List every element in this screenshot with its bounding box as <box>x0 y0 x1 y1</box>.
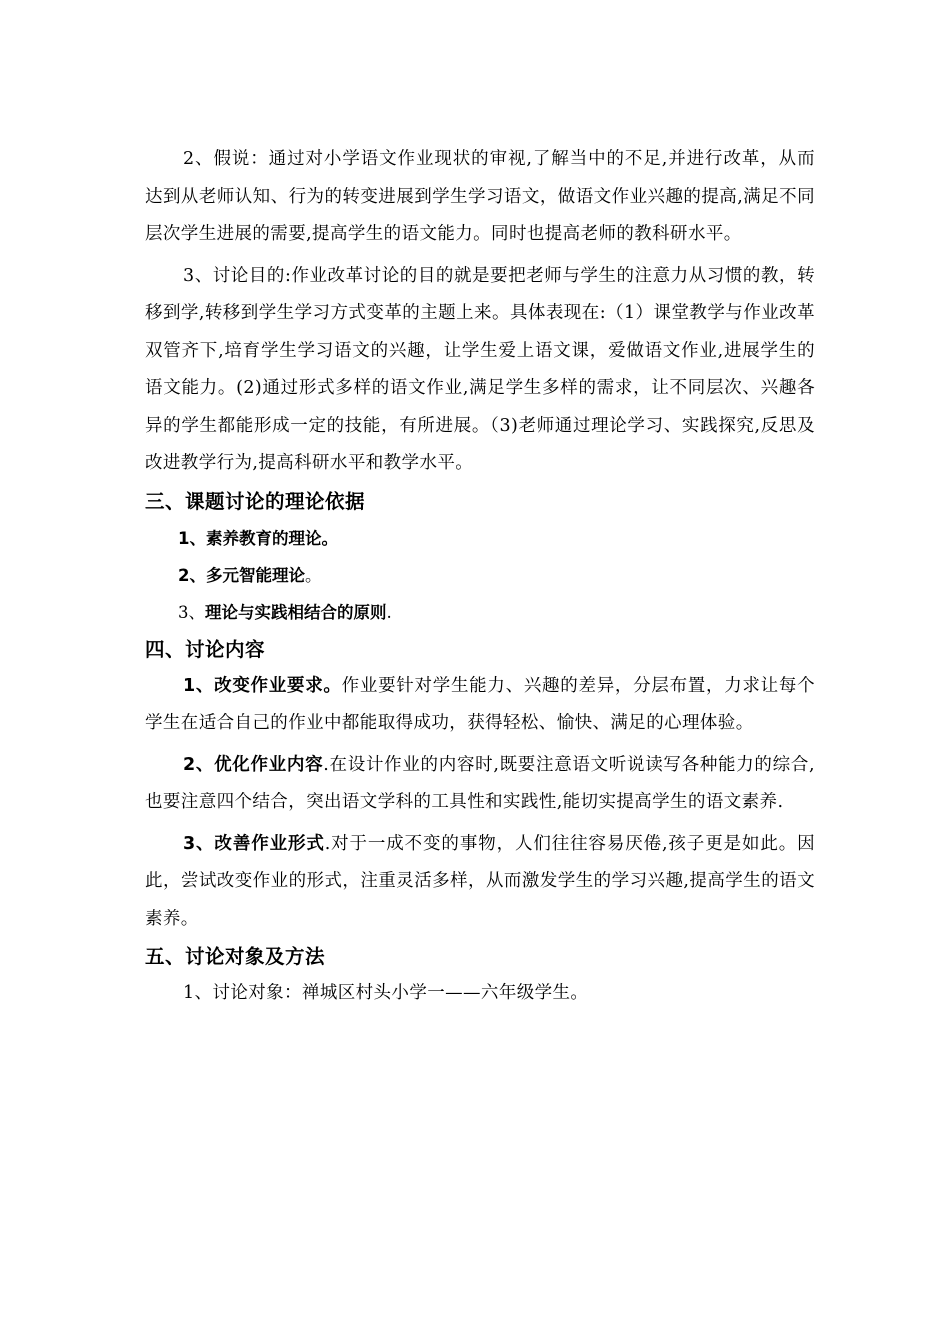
list-item-text: 多元智能理论 <box>205 565 305 585</box>
paragraph-hypothesis: 2、假说：通过对小学语文作业现状的审视,了解当中的不足,并进行改革，从而达到从老师认知、行为的转变进展到学生学习语文，做语文作业兴趣的提高,满足不同层次学生进展的需要,提高学生的语文能力。同时也提高老师的教科研水平。 <box>145 149 815 244</box>
paragraph-subjects: 1、讨论对象：禅城区村头小学一——六年级学生。 <box>183 983 589 1003</box>
paragraph-lead: 1、改变作业要求。 <box>183 675 342 696</box>
section-heading-theory: 三、课题讨论的理论依据 <box>145 489 366 513</box>
paragraph-lead: 2、优化作业内容 <box>183 754 324 775</box>
paragraph-body: .在设计作业的内容时,既要注意语文听说读写各种能力的综合,也要注意四个结合，突出语文学科的工具性和实践性,能切实提高学生的语文素养. <box>145 754 815 812</box>
paragraph-purpose: 3、讨论目的:作业改革讨论的目的就是要把老师与学生的注意力从习惯的教，转移到学,转移到学生学习方式变革的主题上来。具体表现在:（1）课堂教学与作业改革双管齐下,培育学生学习语文的兴趣，让学生爱上语文课，爱做语文作业,进展学生的语文能力。(2)通过形式多样的语文作业,满足学生多样的需求，让不同层次、兴趣各异的学生都能形成一定的技能，有所进展。（3)老师通过理论学习、实践探究,反思及改进教学行为,提高科研水平和教学水平。 <box>145 265 815 473</box>
paragraph-body: 作业要针对学生能力、兴趣的差异，分层布置，力求让每个学生在适合自己的作业中都能取得成功，获得轻松、愉快、满足的心理体验。 <box>145 675 815 733</box>
paragraph-lead: 3、改善作业形式 <box>183 833 325 854</box>
paragraph-content-2 <box>145 747 815 822</box>
list-item-number: 1、 <box>178 528 206 548</box>
section-heading-subjects: 五、讨论对象及方法 <box>145 945 326 968</box>
list-item-number: 3、 <box>178 602 205 622</box>
document-body <box>145 141 815 1013</box>
paragraph-content-3 <box>145 826 815 939</box>
paragraph-content-1 <box>145 668 815 743</box>
list-item-theory-1 <box>145 520 815 557</box>
list-item-tail: . <box>386 602 392 622</box>
paragraph-body: .对于一成不变的事物，人们往往容易厌倦,孩子更是如此。因此，尝试改变作业的形式，注重灵活多样，从而激发学生的学习兴趣,提高学生的语文素养。 <box>145 833 815 929</box>
list-item-number: 2、 <box>178 565 206 585</box>
section-heading-content: 四、讨论内容 <box>145 637 266 661</box>
list-item-tail: 。 <box>304 565 322 585</box>
list-item-text: 理论与实践相结合的原则 <box>205 602 387 622</box>
list-item-theory-3 <box>145 594 815 631</box>
list-item-theory-2 <box>145 557 815 594</box>
list-item-text: 素养教育的理论。 <box>205 528 338 548</box>
